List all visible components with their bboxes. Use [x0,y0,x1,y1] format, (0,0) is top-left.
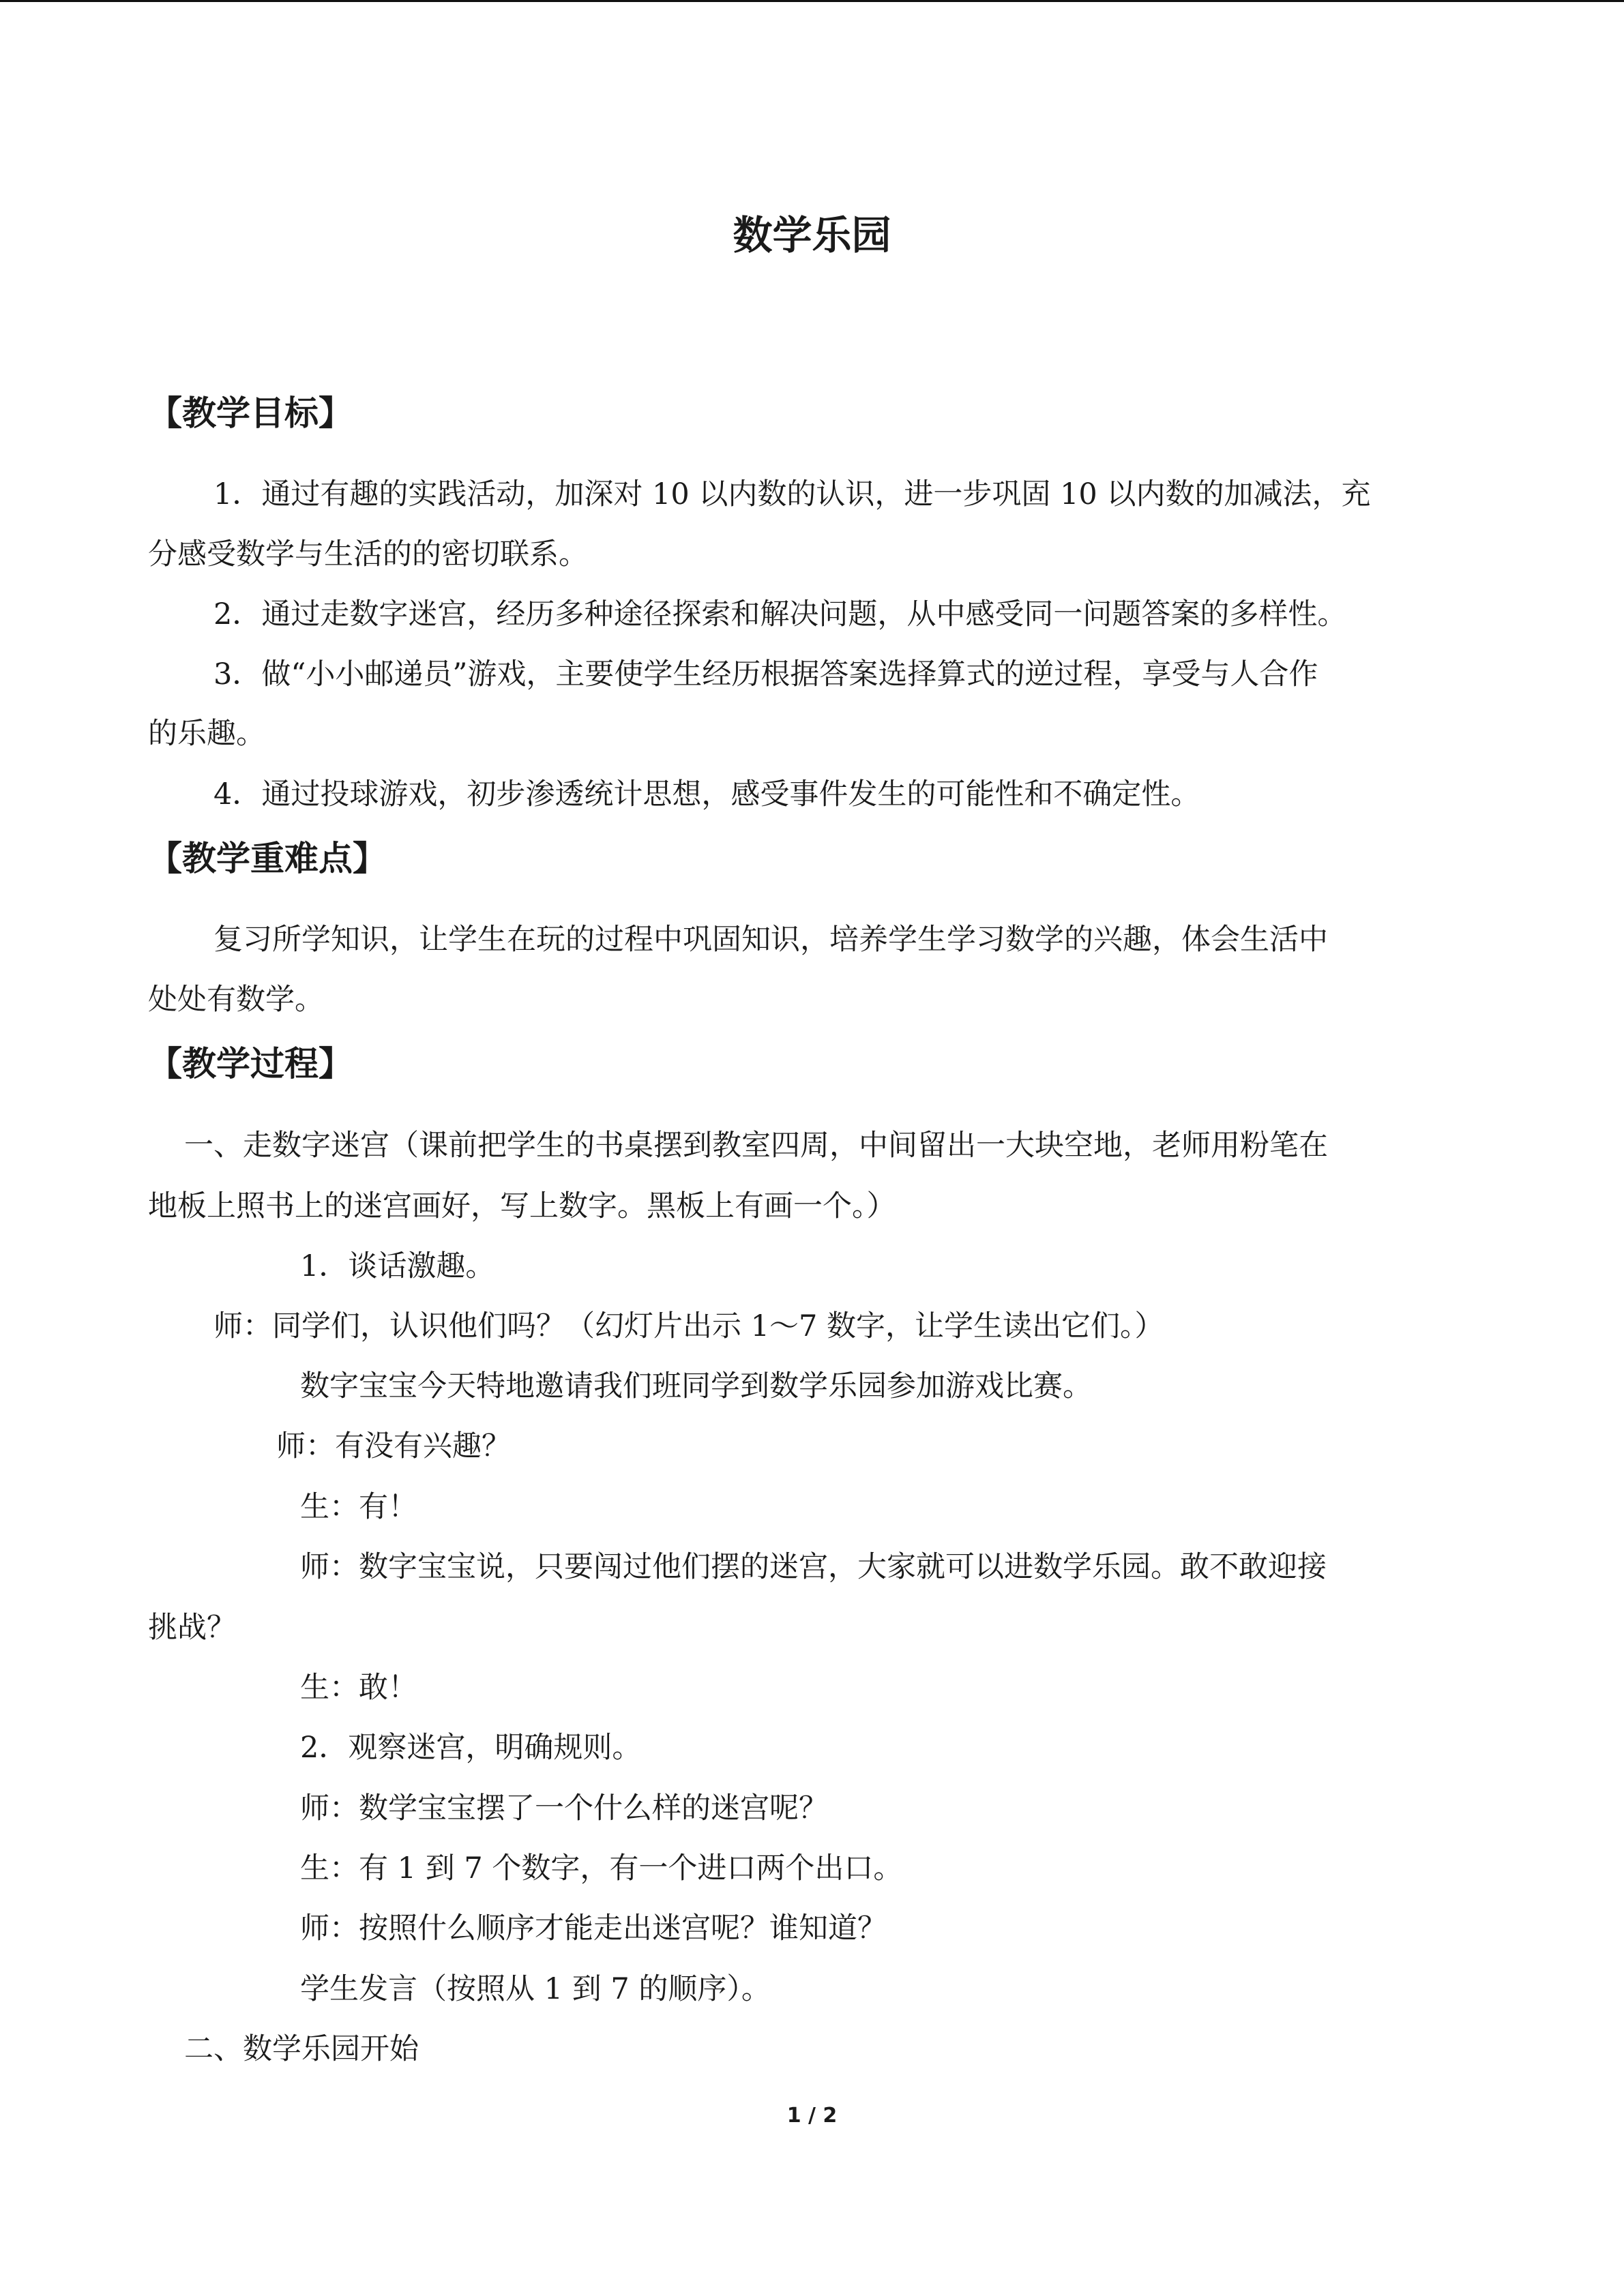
process-line-2: 地板上照书上的迷宫画好，写上数字。黑板上有画一个。） [148,1189,896,1223]
process-line-4: 师：同学们，认识他们吗？（幻灯片出示 1～7 数字，让学生读出它们。） [213,1309,1164,1343]
heading-objectives: 【教学目标】 [148,393,353,433]
heading-key-points: 【教学重难点】 [148,839,387,878]
process-line-14: 师：按照什么顺序才能走出迷宫呢？谁知道？ [300,1911,887,1945]
document-title: 数学乐园 [733,212,891,258]
process-line-3: 1．谈话激趣。 [300,1249,495,1283]
process-line-12: 师：数学宝宝摆了一个什么样的迷宫呢？ [300,1791,828,1825]
process-line-11: 2．观察迷宫，明确规则。 [300,1731,642,1765]
objective-line-1: 1．通过有趣的实践活动，加深对 10 以内数的认识，进一步巩固 10 以内数的加减法，充 [213,477,1371,511]
objective-line-4: 3．做“小小邮递员”游戏，主要使学生经历根据答案选择算式的逆过程，享受与人合作 [213,657,1318,691]
process-line-7: 生：有！ [300,1490,417,1524]
objective-line-2: 分感受数学与生活的的密切联系。 [148,537,588,571]
process-line-10: 生：敢！ [300,1671,417,1705]
process-line-6: 师：有没有兴趣？ [276,1429,511,1463]
key-points-line-1: 复习所学知识，让学生在玩的过程中巩固知识，培养学生学习数学的兴趣，体会生活中 [213,923,1328,957]
objective-line-5: 的乐趣。 [148,717,265,751]
heading-process: 【教学过程】 [148,1044,353,1084]
process-line-8: 师：数字宝宝说，只要闯过他们摆的迷宫，大家就可以进数学乐园。敢不敢迎接 [300,1550,1327,1584]
page-number: 1 / 2 [786,2104,838,2128]
process-line-16: 二、数学乐园开始 [184,2032,419,2066]
process-line-15: 学生发言（按照从 1 到 7 的顺序）。 [300,1972,771,2006]
page-top-border [0,0,1624,2]
process-line-13: 生：有 1 到 7 个数字，有一个进口两个出口。 [300,1851,903,1885]
objective-line-6: 4．通过投球游戏，初步渗透统计思想，感受事件发生的可能性和不确定性。 [213,777,1200,811]
process-line-5: 数字宝宝今天特地邀请我们班同学到数学乐园参加游戏比赛。 [300,1369,1092,1403]
key-points-line-2: 处处有数学。 [148,983,324,1017]
process-line-1: 一、走数字迷宫（课前把学生的书桌摆到教室四周，中间留出一大块空地，老师用粉笔在 [184,1129,1328,1163]
objective-line-3: 2．通过走数字迷宫，经历多种途径探索和解决问题，从中感受同一问题答案的多样性。 [213,597,1347,631]
process-line-9: 挑战？ [148,1611,236,1645]
